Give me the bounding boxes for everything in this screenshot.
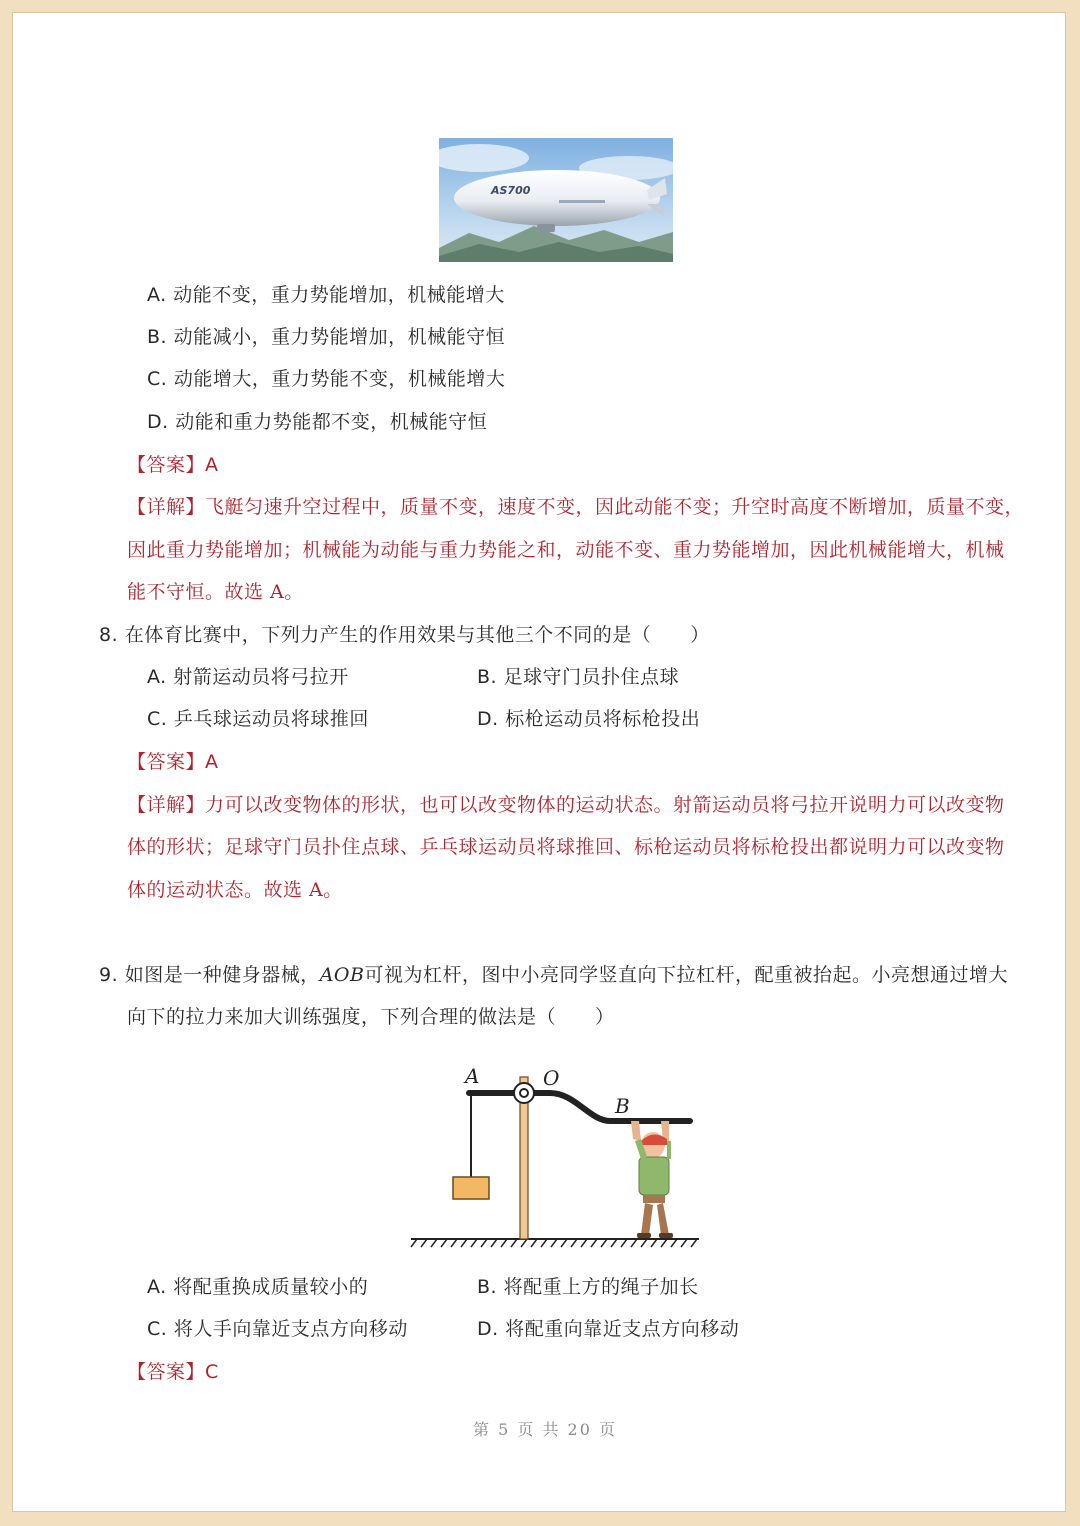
q9-option-d xyxy=(477,1317,739,1341)
counterweight xyxy=(453,1177,489,1199)
q7-answer xyxy=(127,453,219,477)
q8-option-b xyxy=(477,665,679,689)
option-label: B. xyxy=(477,1276,498,1298)
document-page xyxy=(12,12,1066,1512)
explanation-text: 飞艇匀速升空过程中，质量不变，速度不变，因此动能不变；升空时高度不断增加，质量不变， xyxy=(205,496,1025,518)
option-label: A. xyxy=(147,1276,167,1298)
explanation-tag: 【详解】 xyxy=(127,496,206,518)
q9-stem-line-2: 向下的拉力来加大训练强度，下列合理的做法是（ ） xyxy=(127,1006,615,1028)
answer-value: A xyxy=(205,454,219,476)
explanation-tag: 【详解】 xyxy=(127,794,206,816)
q7-option-b xyxy=(147,325,505,349)
option-label: A. xyxy=(147,666,167,688)
option-text: 动能增大，重力势能不变，机械能增大 xyxy=(173,368,506,390)
explanation-text: 力可以改变物体的形状，也可以改变物体的运动状态。射箭运动员将弓拉开说明力可以改变物 xyxy=(205,794,1005,816)
answer-tag: 【答案】 xyxy=(127,751,206,773)
option-text: 将配重上方的绳子加长 xyxy=(503,1276,699,1298)
answer-value: A xyxy=(205,751,219,773)
q8-explanation-line-3: 体的运动状态。故选 A。 xyxy=(127,879,343,901)
q9-option-a xyxy=(147,1275,368,1299)
option-label: B. xyxy=(477,666,498,688)
q7-explanation-line-3: 能不守恒。故选 A。 xyxy=(127,581,304,603)
lever-figure xyxy=(405,1049,705,1249)
option-label: B. xyxy=(147,326,168,348)
option-label: C. xyxy=(147,1318,168,1340)
label-a: A xyxy=(465,1064,480,1088)
label-o: O xyxy=(543,1066,560,1090)
option-text: 动能不变，重力势能增加，机械能增大 xyxy=(173,284,505,306)
question-text: 如图是一种健身器械， xyxy=(124,964,320,986)
option-text: 足球守门员扑住点球 xyxy=(503,666,680,688)
airship-label: AS700 xyxy=(491,184,531,197)
option-text: 将配重向靠近支点方向移动 xyxy=(505,1318,740,1340)
q8-stem xyxy=(99,623,710,647)
q9-option-c xyxy=(147,1317,408,1341)
q8-option-c xyxy=(147,707,369,731)
option-label: D. xyxy=(477,708,499,730)
option-text: 动能减小，重力势能增加，机械能守恒 xyxy=(173,326,506,348)
question-number: 8. xyxy=(99,624,119,646)
option-label: C. xyxy=(147,368,168,390)
q7-explanation-line-2: 因此重力势能增加；机械能为动能与重力势能之和，动能不变、重力势能增加，因此机械能增大，机械 xyxy=(127,539,1005,561)
q8-explanation-line-1 xyxy=(127,793,1005,817)
question-text: 在体育比赛中，下列力产生的作用效果与其他三个不同的是（ ） xyxy=(124,624,710,646)
lever-bar xyxy=(469,1093,690,1121)
option-label: C. xyxy=(147,708,168,730)
q9-stem-line-1 xyxy=(99,963,1008,987)
option-text: 射箭运动员将弓拉开 xyxy=(173,666,349,688)
q8-option-a xyxy=(147,665,349,689)
q7-option-d xyxy=(147,410,487,434)
airship-image xyxy=(439,138,673,262)
option-text: 标枪运动员将标枪投出 xyxy=(505,708,701,730)
q8-option-d xyxy=(477,707,700,731)
option-label: D. xyxy=(147,411,169,433)
label-b: B xyxy=(615,1094,630,1118)
question-text: 可视为杠杆，图中小亮同学竖直向下拉杠杆，配重被抬起。小亮想通过增大 xyxy=(364,964,1008,986)
ground-hatch xyxy=(411,1239,697,1247)
answer-tag: 【答案】 xyxy=(127,1361,206,1383)
answer-tag: 【答案】 xyxy=(127,454,206,476)
option-label: A. xyxy=(147,284,167,306)
answer-value: C xyxy=(205,1361,219,1383)
question-number: 9. xyxy=(99,964,119,986)
page-footer: 第 5 页 共 20 页 xyxy=(473,1420,617,1439)
option-text: 将人手向靠近支点方向移动 xyxy=(173,1318,408,1340)
q9-option-b xyxy=(477,1275,699,1299)
q8-explanation-line-2: 体的形状；足球守门员扑住点球、乒乓球运动员将球推回、标枪运动员将标枪投出都说明力可以改变物 xyxy=(127,836,1005,858)
person-figure xyxy=(631,1121,673,1238)
q9-answer xyxy=(127,1360,219,1384)
q7-option-c xyxy=(147,367,505,391)
q7-option-a xyxy=(147,283,505,307)
option-text: 动能和重力势能都不变，机械能守恒 xyxy=(175,411,488,433)
option-text: 将配重换成质量较小的 xyxy=(173,1276,369,1298)
question-italic-term: AOB xyxy=(319,964,365,986)
option-label: D. xyxy=(477,1318,499,1340)
q8-answer xyxy=(127,750,219,774)
q7-explanation-line-1 xyxy=(127,495,1024,519)
option-text: 乒乓球运动员将球推回 xyxy=(173,708,369,730)
